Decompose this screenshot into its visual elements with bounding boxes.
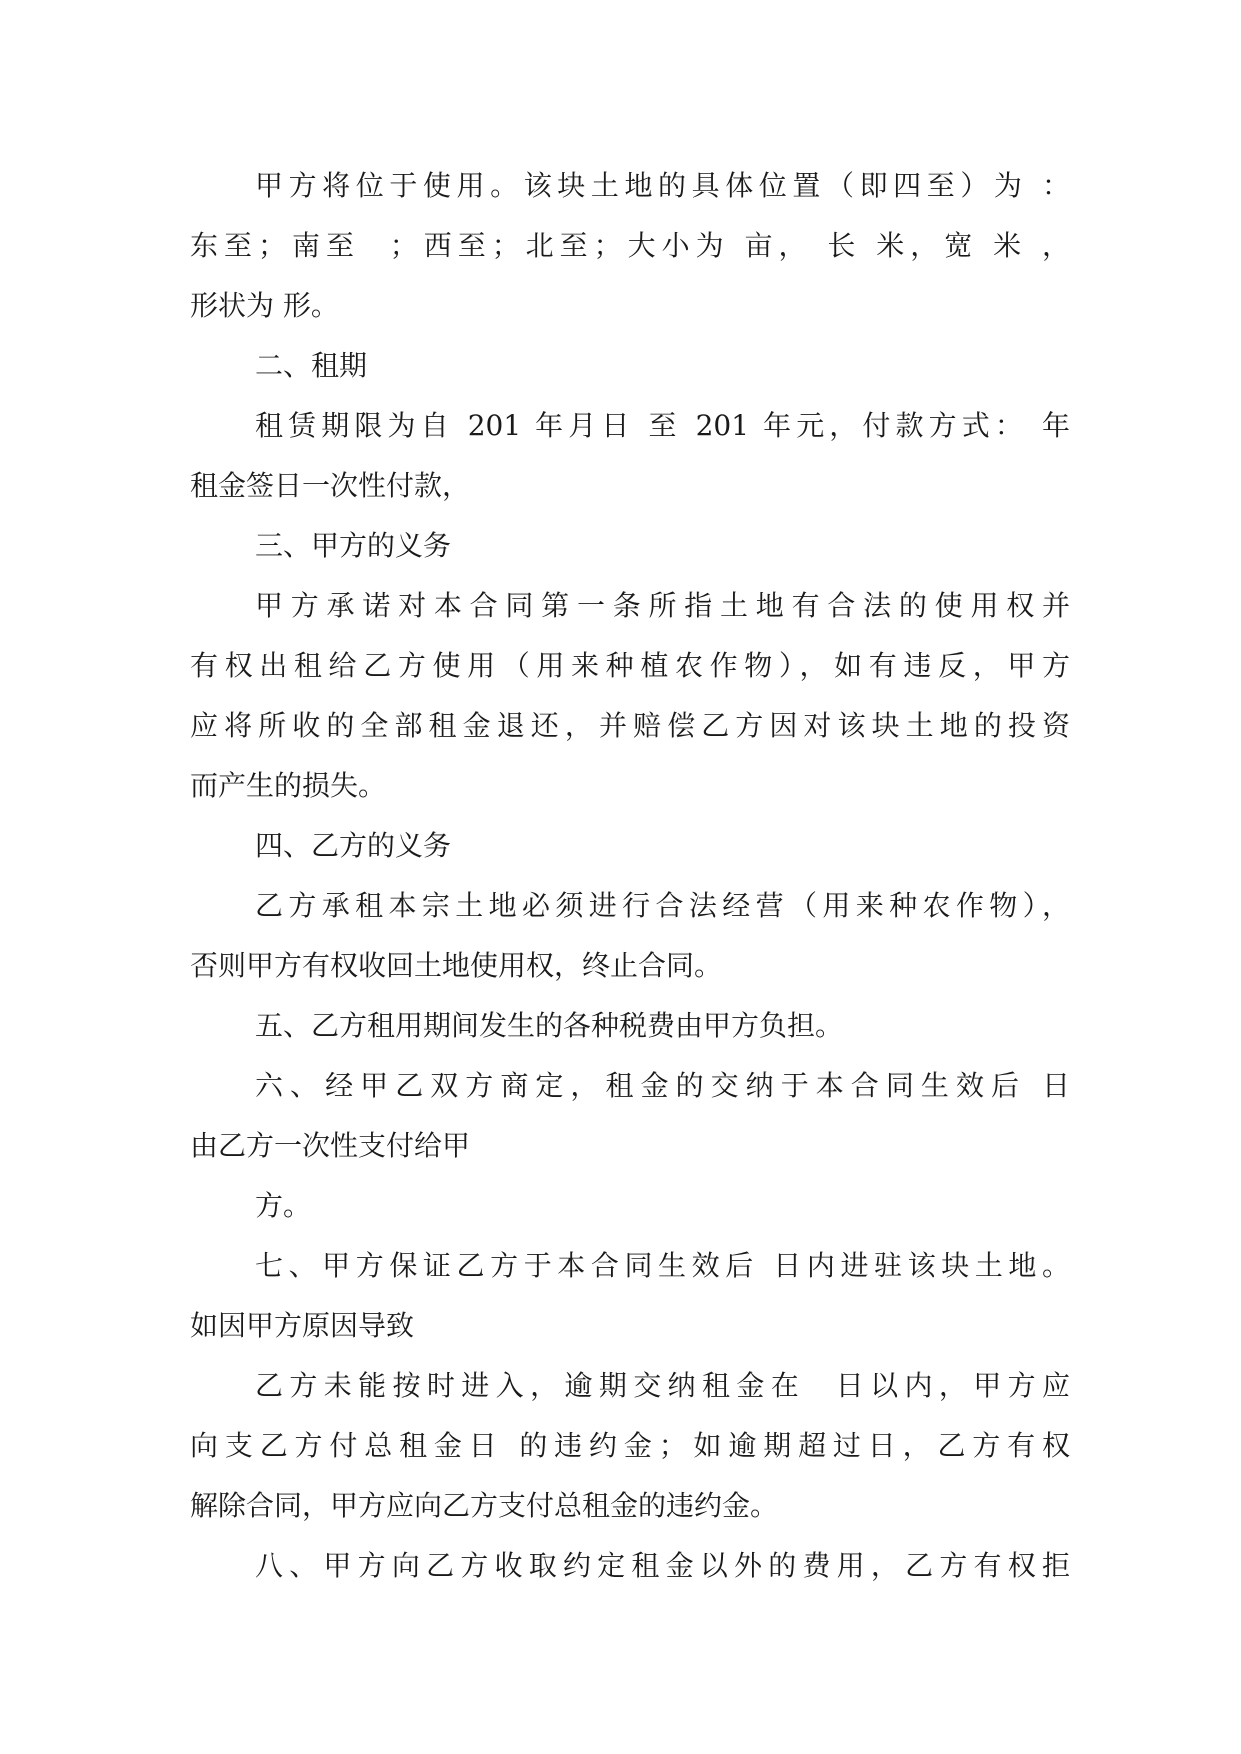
clause-six-line-3: 方。 [255, 1189, 312, 1222]
paragraph-term-line-2: 租金签日一次性付款， [190, 469, 471, 502]
paragraph-party-b-line-1: 乙方承租本宗土地必须进行合法经营（用来种农作物）， [255, 889, 1070, 922]
paragraph-party-a-line-2: 有权出租给乙方使用（用来种植农作物），如有违反，甲方 [190, 649, 1070, 682]
paragraph-party-b-line-2: 否则甲方有权收回土地使用权，终止合同。 [190, 949, 723, 982]
paragraph-location-line-2: 东至；南至 ；西至；北至；大小为 亩， 长 米，宽 米 ， [190, 229, 1070, 262]
contract-body [190, 156, 1070, 1596]
clause-seven-line-1: 七、甲方保证乙方于本合同生效后 日内进驻该块土地。 [255, 1249, 1070, 1282]
clause-seven-line-4: 向支乙方付总租金日 的违约金；如逾期超过日，乙方有权 [190, 1429, 1070, 1462]
clause-seven-line-3: 乙方未能按时进入，逾期交纳租金在 日以内，甲方应 [255, 1369, 1070, 1402]
paragraph-location-line-3: 形状为 形。 [190, 289, 339, 322]
clause-seven-line-2: 如因甲方原因导致 [190, 1309, 415, 1342]
heading-lease-term: 二、租期 [255, 349, 368, 382]
clause-six-line-2: 由乙方一次性支付给甲 [190, 1129, 471, 1162]
paragraph-party-a-line-3: 应将所收的全部租金退还，并赔偿乙方因对该块土地的投资 [190, 709, 1070, 742]
paragraph-location-line-1: 甲方将位于使用。该块土地的具体位置（即四至）为 ： [255, 169, 1070, 202]
paragraph-party-a-line-1: 甲方承诺对本合同第一条所指土地有合法的使用权并 [255, 589, 1070, 622]
paragraph-term-line-1: 租赁期限为自 201 年月日 至 201 年元，付款方式： 年 [255, 409, 1070, 442]
paragraph-party-a-line-4: 而产生的损失。 [190, 769, 387, 802]
clause-six-line-1: 六、经甲乙双方商定，租金的交纳于本合同生效后 日 [255, 1069, 1070, 1102]
clause-seven-line-5: 解除合同，甲方应向乙方支付总租金的违约金。 [190, 1489, 779, 1522]
heading-party-a-obligations: 三、甲方的义务 [255, 529, 452, 562]
clause-five: 五、乙方租用期间发生的各种税费由甲方负担。 [255, 1009, 844, 1042]
clause-eight-line-1: 八、甲方向乙方收取约定租金以外的费用，乙方有权拒 [255, 1549, 1070, 1582]
heading-party-b-obligations: 四、乙方的义务 [255, 829, 452, 862]
